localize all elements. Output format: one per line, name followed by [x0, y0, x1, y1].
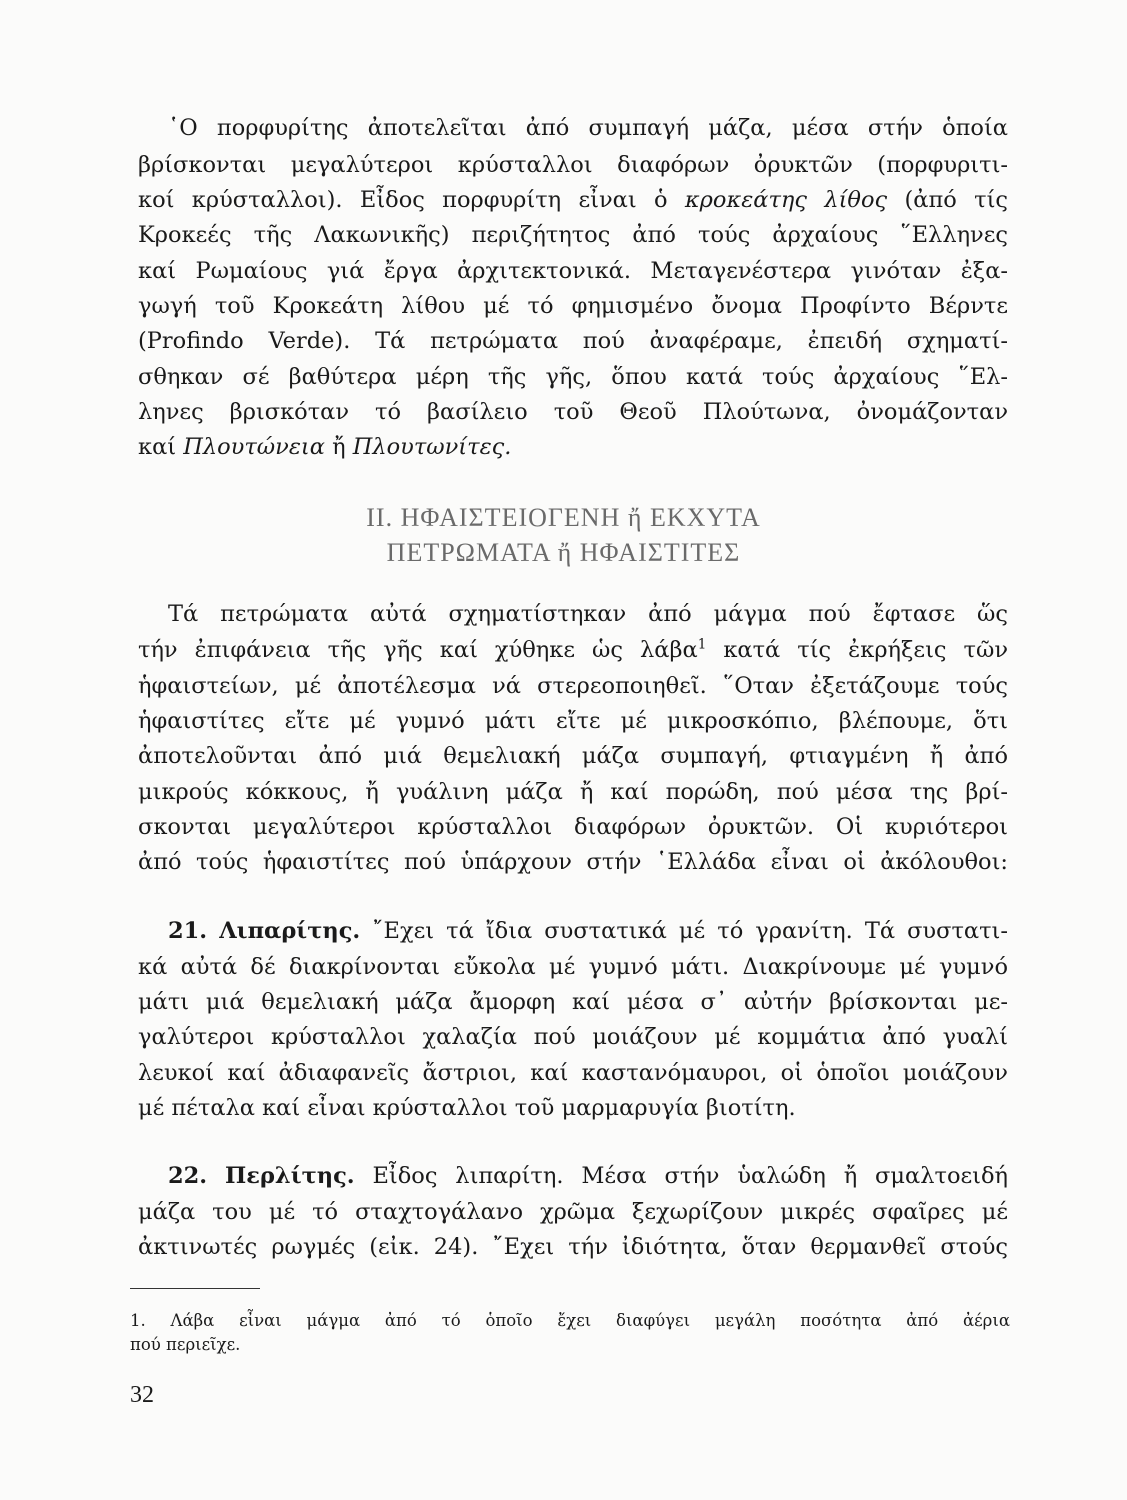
- text-line: καί Ρωμαίους γιά ἔργα ἀρχιτεκτονικά. Μεταγενέστερα γινόταν ἐξα-: [138, 258, 1008, 284]
- text-line: γωγή τοῦ Κροκεάτη λίθου μέ τό φημισμένο ὄνομα Προφίντο Βέρντε: [138, 293, 1008, 319]
- text-line: ἀκτινωτές ρωγμές (εἰκ. 24). ῎Εχει τήν ἰδιότητα, ὅταν θερμανθεῖ στούς: [138, 1234, 1008, 1260]
- text-fragment: κοί κρύσταλλοι). Εἶδος πορφυρίτη εἶναι ὁ: [138, 187, 668, 213]
- page-number: 32: [130, 1382, 154, 1408]
- text-line: γαλύτεροι κρύσταλλοι χαλαζία πού μοιάζουν μέ κομμάτια ἀπό γυαλί: [138, 1024, 1008, 1050]
- footnote-marker: 1: [697, 636, 707, 653]
- text-fragment: (ἀπό τίς: [904, 187, 1008, 213]
- text-line: (Profindo Verde). Τά πετρώματα πού ἀναφέραμε, ἐπειδή σχηματί-: [138, 328, 1008, 354]
- italic-term: Πλουτωνίτες.: [352, 434, 512, 460]
- entry-term: Λιπαρίτης.: [219, 918, 361, 944]
- section-heading: ΠΕΤΡΩΜΑΤΑ ἤ ΗΦΑΙΣΤΙΤΕΣ: [386, 538, 741, 567]
- text-line: [168, 1160, 1008, 1192]
- text-line: βρίσκονται μεγαλύτεροι κρύσταλλοι διαφόρων ὀρυκτῶν (πορφυριτι-: [138, 152, 1008, 178]
- text-line: μικρούς κόκκους, ἤ γυάλινη μάζα ἤ καί πορώδη, πού μέσα της βρί-: [138, 779, 1008, 805]
- footnote-line: 1. Λάβα εἶναι μάγμα ἀπό τό ὁποῖο ἔχει διαφύγει μεγάλη ποσότητα ἀπό ἀέρια: [130, 1311, 1010, 1330]
- text-line: ἡφαιστείων, μέ ἀποτέλεσμα νά στερεοποιηθεῖ. ῞Οταν ἐξετάζουμε τούς: [138, 673, 1008, 699]
- text-line: [138, 431, 1008, 463]
- text-line: ληνες βρισκόταν τό βασίλειο τοῦ Θεοῦ Πλούτωνα, ὀνομάζονταν: [138, 399, 1008, 425]
- text-line: σθηκαν σέ βαθύτερα μέρη τῆς γῆς, ὅπου κατά τούς ἀρχαίους ῞Ελ-: [138, 364, 1008, 390]
- text-line: [138, 184, 1008, 216]
- footnote-divider: [130, 1288, 260, 1289]
- text-line: κά αὐτά δέ διακρίνονται εὔκολα μέ γυμνό μάτι. Διακρίνουμε μέ γυμνό: [138, 954, 1008, 980]
- text-line: σκονται μεγαλύτεροι κρύσταλλοι διαφόρων ὀρυκτῶν. Οἱ κυριότεροι: [138, 814, 1008, 840]
- text-fragment: ἤ: [332, 434, 346, 460]
- text-line: [138, 634, 1008, 666]
- text-fragment: Εἶδος λιπαρίτη. Μέσα στήν ὑαλώδη ἤ σμαλτοειδή: [372, 1163, 1008, 1189]
- text-line: ἀποτελοῦνται ἀπό μιά θεμελιακή μάζα συμπαγή, φτιαγμένη ἤ ἀπό: [138, 743, 1008, 769]
- footnote-line: πού περιεῖχε.: [130, 1335, 241, 1354]
- text-line: Κροκεές τῆς Λακωνικῆς) περιζήτητος ἀπό τούς ἀρχαίους ῞Ελληνες: [138, 222, 1008, 248]
- text-line: μάτι μιά θεμελιακή μάζα ἄμορφη καί μέσα σ᾽ αὐτήν βρίσκονται με-: [138, 989, 1008, 1015]
- italic-term: Πλουτώνεια: [183, 434, 325, 460]
- text-line: ἀπό τούς ἡφαιστίτες πού ὑπάρχουν στήν ῾Ελλάδα εἶναι οἱ ἀκόλουθοι:: [138, 849, 1008, 875]
- text-fragment: καί: [138, 434, 177, 460]
- text-line: [168, 915, 1008, 947]
- entry-term: Περλίτης.: [225, 1163, 355, 1189]
- text-fragment: τήν ἐπιφάνεια τῆς γῆς καί χύθηκε ὡς λάβα: [138, 637, 698, 663]
- text-line: λευκοί καί ἀδιαφανεῖς ἄστριοι, καί καστανόμαυροι, οἱ ὁποῖοι μοιάζουν: [138, 1060, 1008, 1086]
- text-fragment: κατά τίς ἐκρήξεις τῶν: [723, 637, 1009, 663]
- text-line: μάζα του μέ τό σταχτογάλανο χρῶμα ξεχωρίζουν μικρές σφαῖρες μέ: [138, 1199, 1008, 1225]
- text-line: ἡφαιστίτες εἴτε μέ γυμνό μάτι εἴτε μέ μικροσκόπιο, βλέπουμε, ὅτι: [138, 708, 1008, 734]
- entry-number: 21.: [168, 918, 208, 944]
- text-line: ῾Ο πορφυρίτης ἀποτελεῖται ἀπό συμπαγή μάζα, μέσα στήν ὁποία: [168, 115, 1008, 141]
- text-line: μέ πέταλα καί εἶναι κρύσταλλοι τοῦ μαρμαρυγία βιοτίτη.: [138, 1095, 796, 1121]
- section-heading: II. ΗΦΑΙΣΤΕΙΟΓΕΝΗ ἤ ΕΚΧΥΤΑ: [366, 503, 761, 532]
- entry-number: 22.: [168, 1163, 208, 1189]
- italic-term: κροκεάτης λίθος: [684, 187, 888, 213]
- text-line: Τά πετρώματα αὐτά σχηματίστηκαν ἀπό μάγμα πού ἔφτασε ὥς: [168, 601, 1008, 627]
- text-fragment: ῎Εχει τά ἴδια συστατικά μέ τό γρανίτη. Τά συστατι-: [372, 918, 1008, 944]
